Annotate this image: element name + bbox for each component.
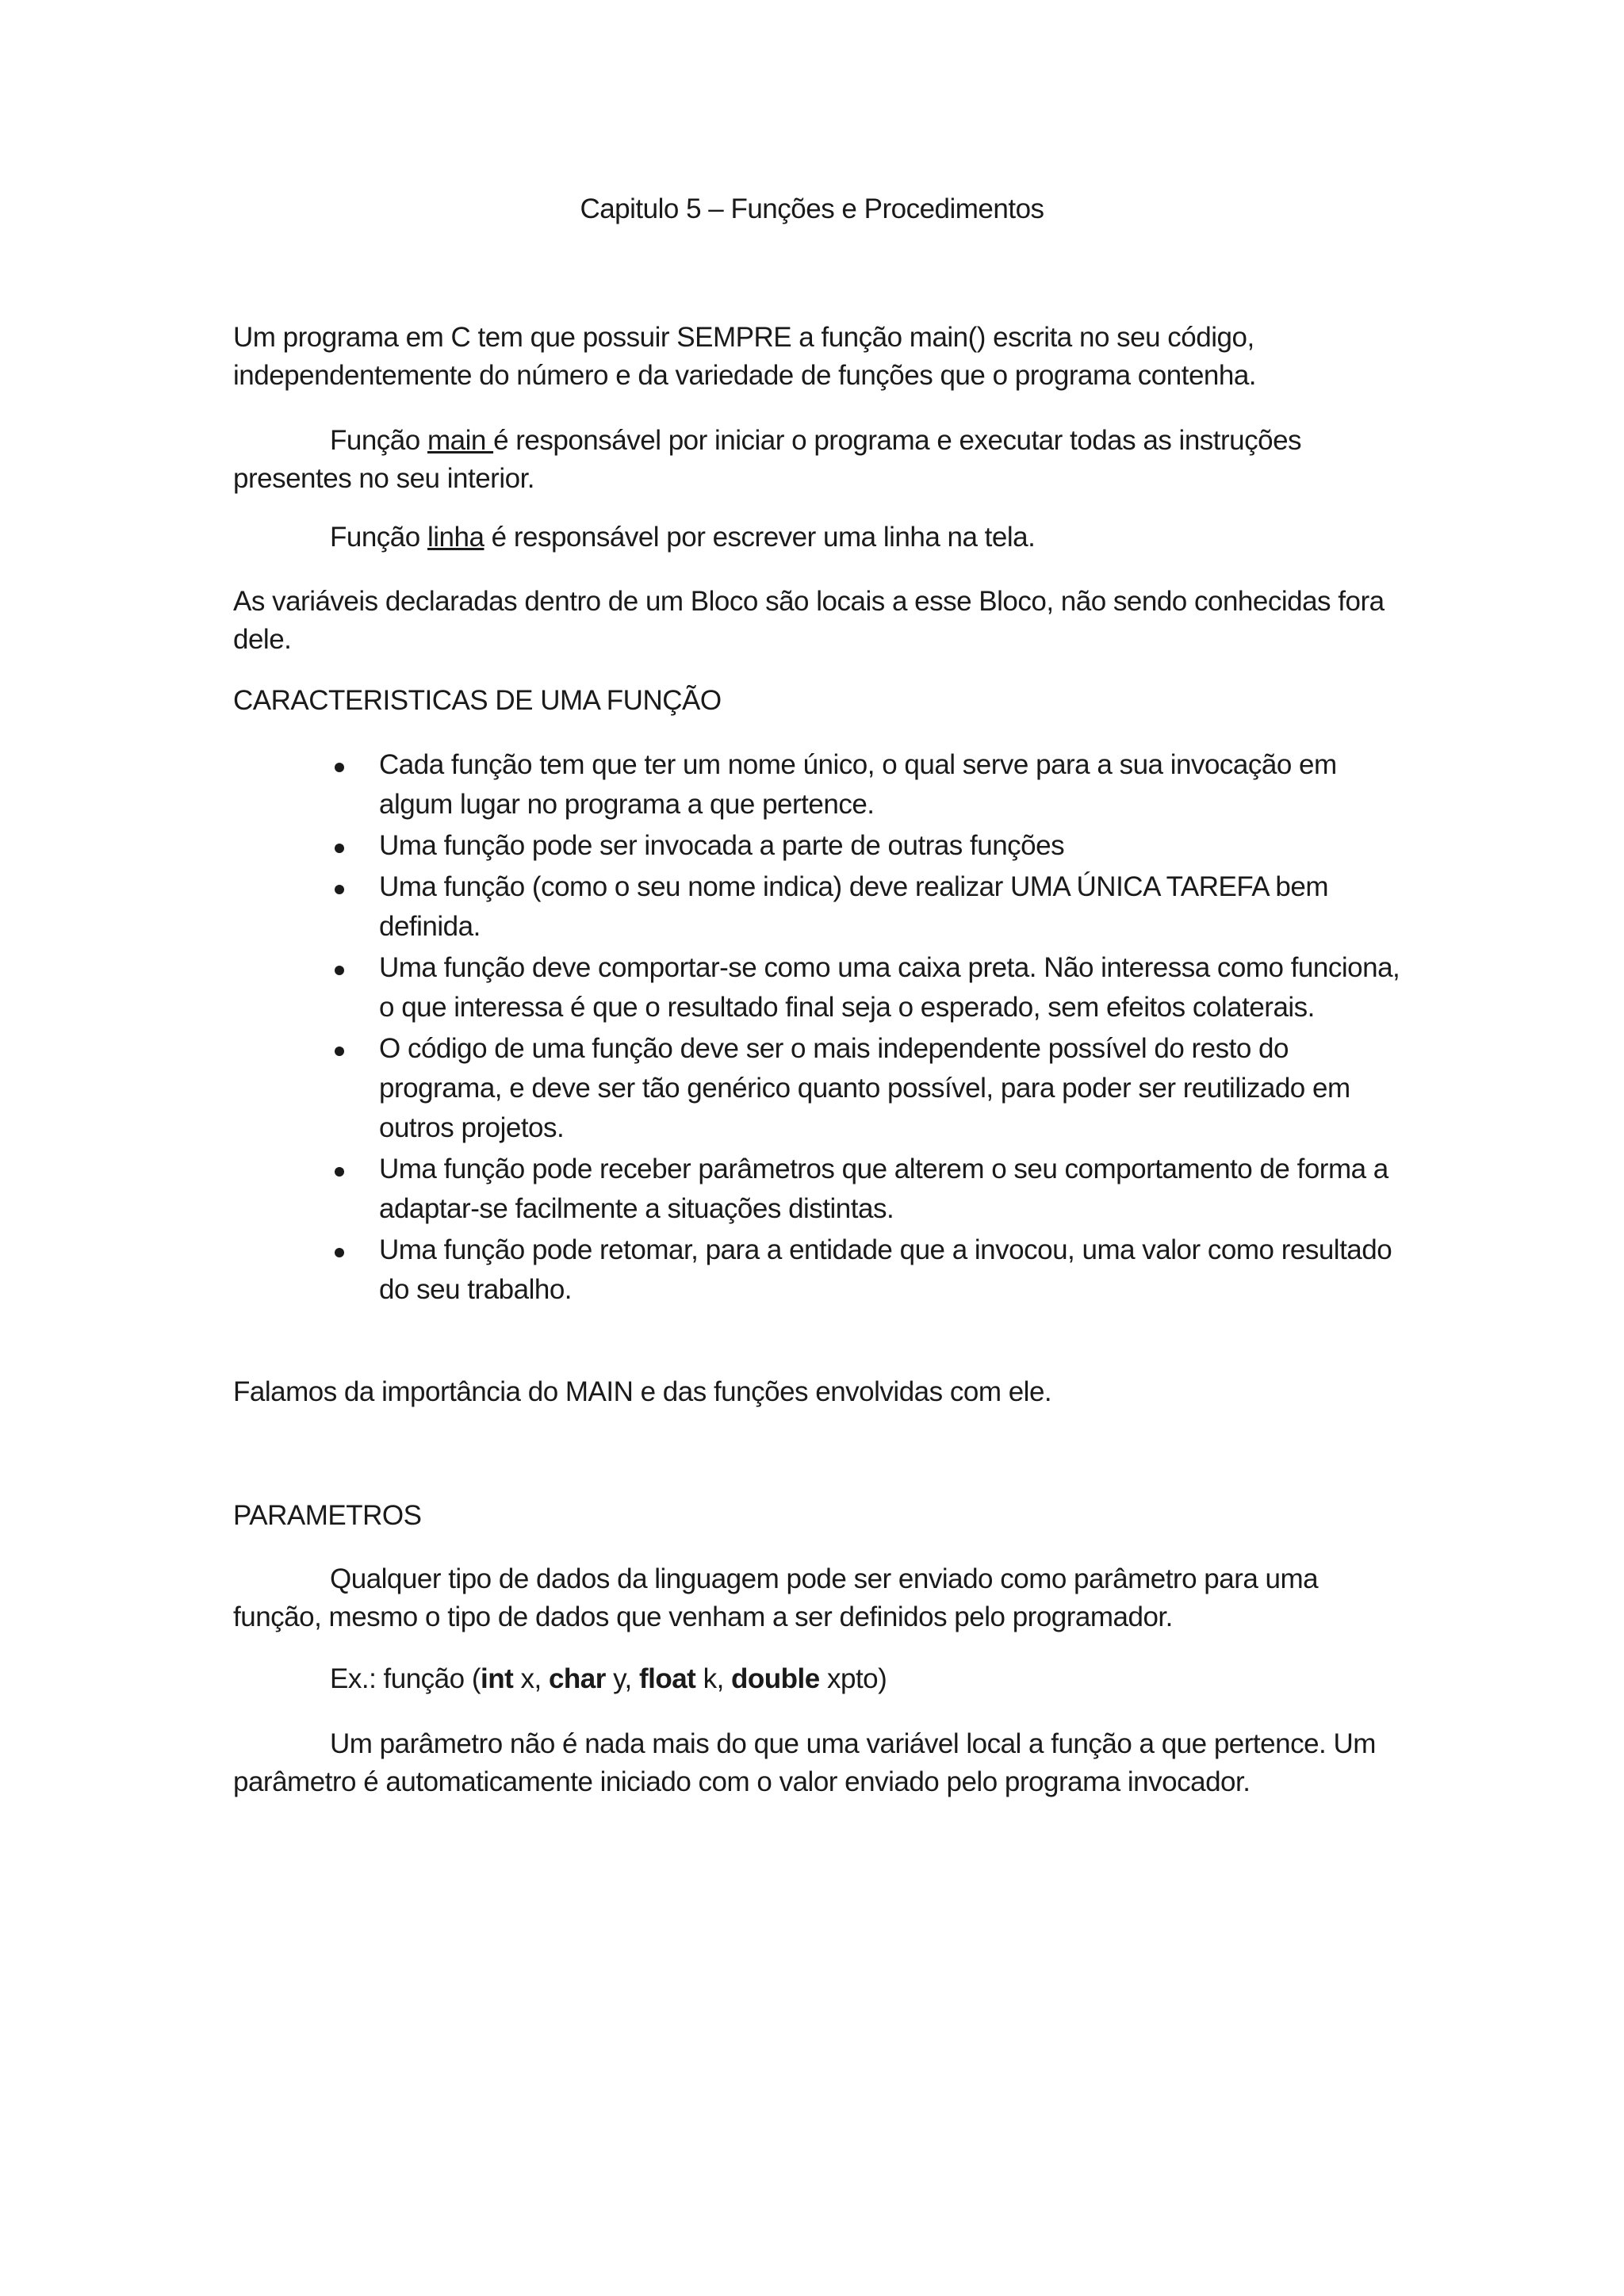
parameters-paragraph [233,1560,1400,1636]
bullet-icon [335,885,344,894]
page-title: Capitulo 5 – Funções e Procedimentos [580,193,1044,224]
main-paragraph [233,422,1400,498]
intro-text: Um programa em C tem que possuir SEMPRE a função main() escrita no seu código, independentemente do número e da variedade de funções que o programa contenha. [233,322,1257,391]
linha-prefix: Função [330,522,427,553]
scope-text: As variáveis declaradas dentro de um Bloco são locais a esse Bloco, não sendo conhecidas fora dele. [233,586,1385,655]
main-prefix: Função [330,425,427,456]
parameter-definition-paragraph [233,1725,1400,1801]
scope-paragraph [233,583,1400,659]
bullet-icon [335,1248,344,1257]
intro-paragraph [233,319,1400,395]
type-keyword: int [480,1663,514,1694]
list-item: Uma função (como o seu nome indica) deve realizar UMA ÚNICA TAREFA bem definida. [233,867,1400,947]
closing-text: Falamos da importância do MAIN e das funções envolvidas com ele. [233,1376,1052,1407]
parameters-heading [233,1497,1400,1535]
type-keyword: char [548,1663,606,1694]
list-item: Uma função pode receber parâmetros que alterem o seu comportamento de forma a adaptar-se facilmente a situações distintas. [233,1150,1400,1229]
type-keyword: float [638,1663,696,1694]
closing-paragraph [233,1373,1400,1411]
characteristics-heading-text: CARACTERISTICAS DE UMA FUNÇÃO [233,685,722,716]
list-item: Cada função tem que ter um nome único, o qual serve para a sua invocação em algum lugar no programa a que pertence. [233,745,1400,825]
bullet-icon [335,1047,344,1056]
parameters-text: Qualquer tipo de dados da linguagem pode ser enviado como parâmetro para uma função, mesmo o tipo de dados que venham a ser definidos pelo programador. [233,1563,1319,1632]
example-line: Ex.: função (int x, char y, float k, double xpto) [330,1663,887,1694]
main-description: é responsável por iniciar o programa e executar todas as instruções presentes no seu interior. [233,425,1302,494]
list-item: Uma função pode retomar, para a entidade que a invocou, uma valor como resultado do seu trabalho. [233,1230,1400,1310]
linha-word: linha [427,522,485,553]
main-word: main [427,425,494,456]
bullet-icon [335,1167,344,1177]
characteristics-heading [233,682,1400,720]
parameter-definition-text: Um parâmetro não é nada mais do que uma variável local a função a que pertence. Um parâmetro é automaticamente iniciado com o valor enviado pelo programa invocador. [233,1728,1376,1797]
characteristics-list [233,745,1400,1311]
list-item: Uma função deve comportar-se como uma caixa preta. Não interessa como funciona, o que interessa é que o resultado final seja o esperado, sem efeitos colaterais. [233,948,1400,1027]
list-item: Uma função pode ser invocada a parte de outras funções [233,826,1400,866]
bullet-icon [335,844,344,853]
list-item: O código de uma função deve ser o mais independente possível do resto do programa, e deve ser tão genérico quanto possível, para poder ser reutilizado em outros projetos. [233,1029,1400,1148]
bullet-icon [335,966,344,975]
bullet-icon [335,763,344,772]
linha-description: é responsável por escrever uma linha na tela. [484,522,1036,553]
linha-paragraph [233,519,1400,557]
parameters-heading-text: PARAMETROS [233,1500,422,1531]
type-keyword: double [731,1663,820,1694]
